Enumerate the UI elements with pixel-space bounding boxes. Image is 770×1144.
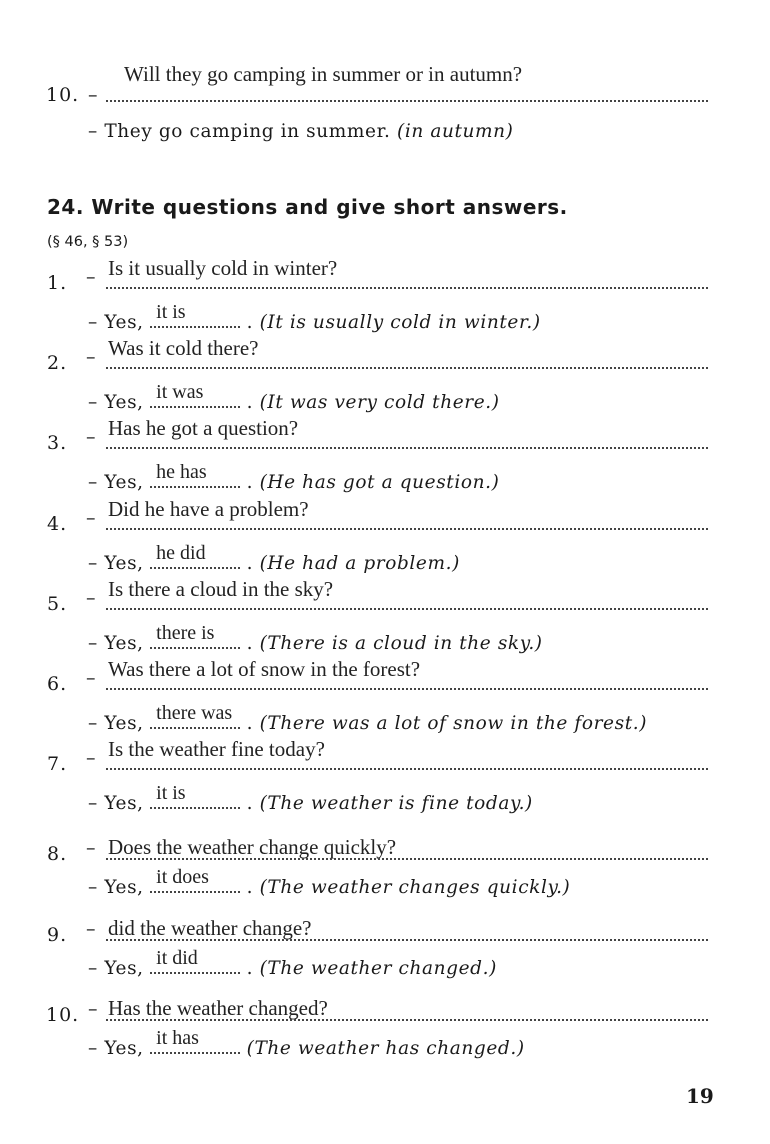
short-answer-handwritten: it was <box>156 381 204 404</box>
short-answer-line <box>88 702 648 734</box>
short-answer-handwritten: he has <box>156 461 207 484</box>
question-answer-line <box>106 367 708 369</box>
dash: – <box>88 84 98 106</box>
answer-blank <box>150 461 240 488</box>
short-answer-handwritten: it did <box>156 946 198 969</box>
question-answer-line <box>106 1019 708 1021</box>
answer-prefix: – Yes, <box>88 312 151 333</box>
answer-hint: (The weather changes quickly.) <box>259 877 571 899</box>
answer-prefix: – Yes, <box>88 1037 151 1059</box>
answer-blank <box>150 541 240 569</box>
short-answer-line <box>88 946 497 979</box>
dash: – <box>86 837 96 860</box>
item-number: 10. <box>46 1003 80 1026</box>
question-handwritten: Is there a cloud in the sky? <box>108 576 334 601</box>
item-number: 8. <box>47 843 68 866</box>
answer-prefix: – Yes, <box>88 793 151 815</box>
short-answer-handwritten: there was <box>156 702 233 724</box>
dash: – <box>88 997 98 1020</box>
short-answer-handwritten: it has <box>156 1026 199 1049</box>
answer-suffix: . <box>240 472 260 494</box>
short-answer-line <box>88 782 533 815</box>
item-number: 2. <box>47 352 68 375</box>
question-handwritten: Is the weather fine today? <box>108 737 325 762</box>
item-number: 4. <box>47 512 68 535</box>
dash: – <box>86 747 96 770</box>
short-answer-line <box>88 381 500 414</box>
short-answer-line <box>88 621 543 654</box>
answer-hint: (There is a cloud in the sky.) <box>259 632 543 654</box>
answer-prefix: – Yes, <box>88 472 151 494</box>
answer-prefix: – Yes, <box>88 552 151 574</box>
question-answer-line <box>106 447 708 449</box>
answer-hint: (It was very cold there.) <box>259 392 500 414</box>
answer-prefix: – Yes, <box>88 392 151 414</box>
question-handwritten: Has he got a question? <box>108 416 299 441</box>
question-answer-line <box>106 287 708 289</box>
answer-blank <box>150 946 240 974</box>
answer-hint: (He had a problem.) <box>259 552 460 574</box>
answer-hint: (The weather is fine today.) <box>259 793 533 815</box>
item-number: 3. <box>47 432 68 455</box>
question-handwritten: Did he have a problem? <box>108 496 309 521</box>
answer-prefix: – Yes, <box>88 877 151 899</box>
short-answer-line <box>88 301 541 333</box>
answer-suffix: . <box>240 957 260 979</box>
short-answer-handwritten: there is <box>156 621 215 644</box>
answer-hint: (The weather changed.) <box>259 957 497 979</box>
answer-blank <box>150 1026 240 1054</box>
dash: – <box>86 346 96 369</box>
answer-blank <box>150 702 240 729</box>
question-answer-line <box>106 608 708 610</box>
answer-hint: (It is usually cold in winter.) <box>259 312 541 333</box>
short-answer-handwritten: he did <box>156 541 206 564</box>
question-answer-line <box>106 528 708 530</box>
short-answer-line <box>88 866 571 899</box>
answer-hint: (The weather has changed.) <box>246 1037 525 1059</box>
answer-suffix: . <box>240 793 260 815</box>
short-answer-handwritten: it is <box>156 782 186 805</box>
item-number: 1. <box>47 272 68 294</box>
page-number: 19 <box>686 1084 714 1108</box>
answer-suffix: . <box>240 632 260 654</box>
dash: – <box>86 266 96 288</box>
answer-suffix: . <box>240 877 260 899</box>
short-answer-handwritten: it is <box>156 301 186 323</box>
short-answer-line <box>88 461 500 494</box>
short-answer-line <box>88 1026 525 1059</box>
exercise-title: 24. Write questions and give short answers. <box>47 195 568 219</box>
answer-suffix: . <box>240 312 260 333</box>
item-number: 5. <box>47 592 68 615</box>
dash: – <box>86 426 96 449</box>
question-handwritten: Will they go camping in summer or in autumn? <box>124 62 523 86</box>
answer-blank <box>150 866 240 893</box>
answer-hint: (There was a lot of snow in the forest.) <box>259 713 648 734</box>
item-number: 9. <box>47 923 68 946</box>
top-answer-hint: (in autumn) <box>397 121 514 142</box>
answer-hint: (He has got a question.) <box>259 472 500 494</box>
top-answer-text: – They go camping in summer. <box>88 121 391 142</box>
item-number: 6. <box>47 673 68 695</box>
dash: – <box>86 506 96 529</box>
question-answer-line <box>106 768 708 770</box>
question-answer-line <box>106 858 708 860</box>
answer-suffix: . <box>240 392 260 414</box>
dash: – <box>86 667 96 689</box>
question-handwritten: Was it cold there? <box>108 336 259 361</box>
answer-prefix: – Yes, <box>88 632 151 654</box>
answer-prefix: – Yes, <box>88 957 151 979</box>
question-answer-line <box>106 939 708 941</box>
answer-suffix: . <box>240 713 260 734</box>
answer-blank <box>150 381 240 408</box>
answer-blank <box>150 782 240 809</box>
answer-suffix: . <box>240 552 260 574</box>
answer-blank <box>150 621 240 649</box>
item-number: 10. <box>46 84 80 106</box>
question-handwritten: did the weather change? <box>108 915 312 940</box>
answer-prefix: – Yes, <box>88 713 151 734</box>
short-answer-line <box>88 541 460 574</box>
dash: – <box>86 586 96 609</box>
exercise-reference: (§ 46, § 53) <box>47 234 129 250</box>
dash: – <box>86 917 96 940</box>
answer-blank <box>150 301 240 328</box>
top-answer <box>88 121 514 142</box>
question-handwritten: Does the weather change quickly? <box>108 835 397 860</box>
short-answer-handwritten: it does <box>156 866 209 889</box>
question-handwritten: Is it usually cold in winter? <box>108 256 338 280</box>
answer-line <box>106 100 708 102</box>
question-handwritten: Was there a lot of snow in the forest? <box>108 657 421 681</box>
item-number: 7. <box>47 753 68 776</box>
question-handwritten: Has the weather changed? <box>108 995 328 1020</box>
question-answer-line <box>106 688 708 690</box>
